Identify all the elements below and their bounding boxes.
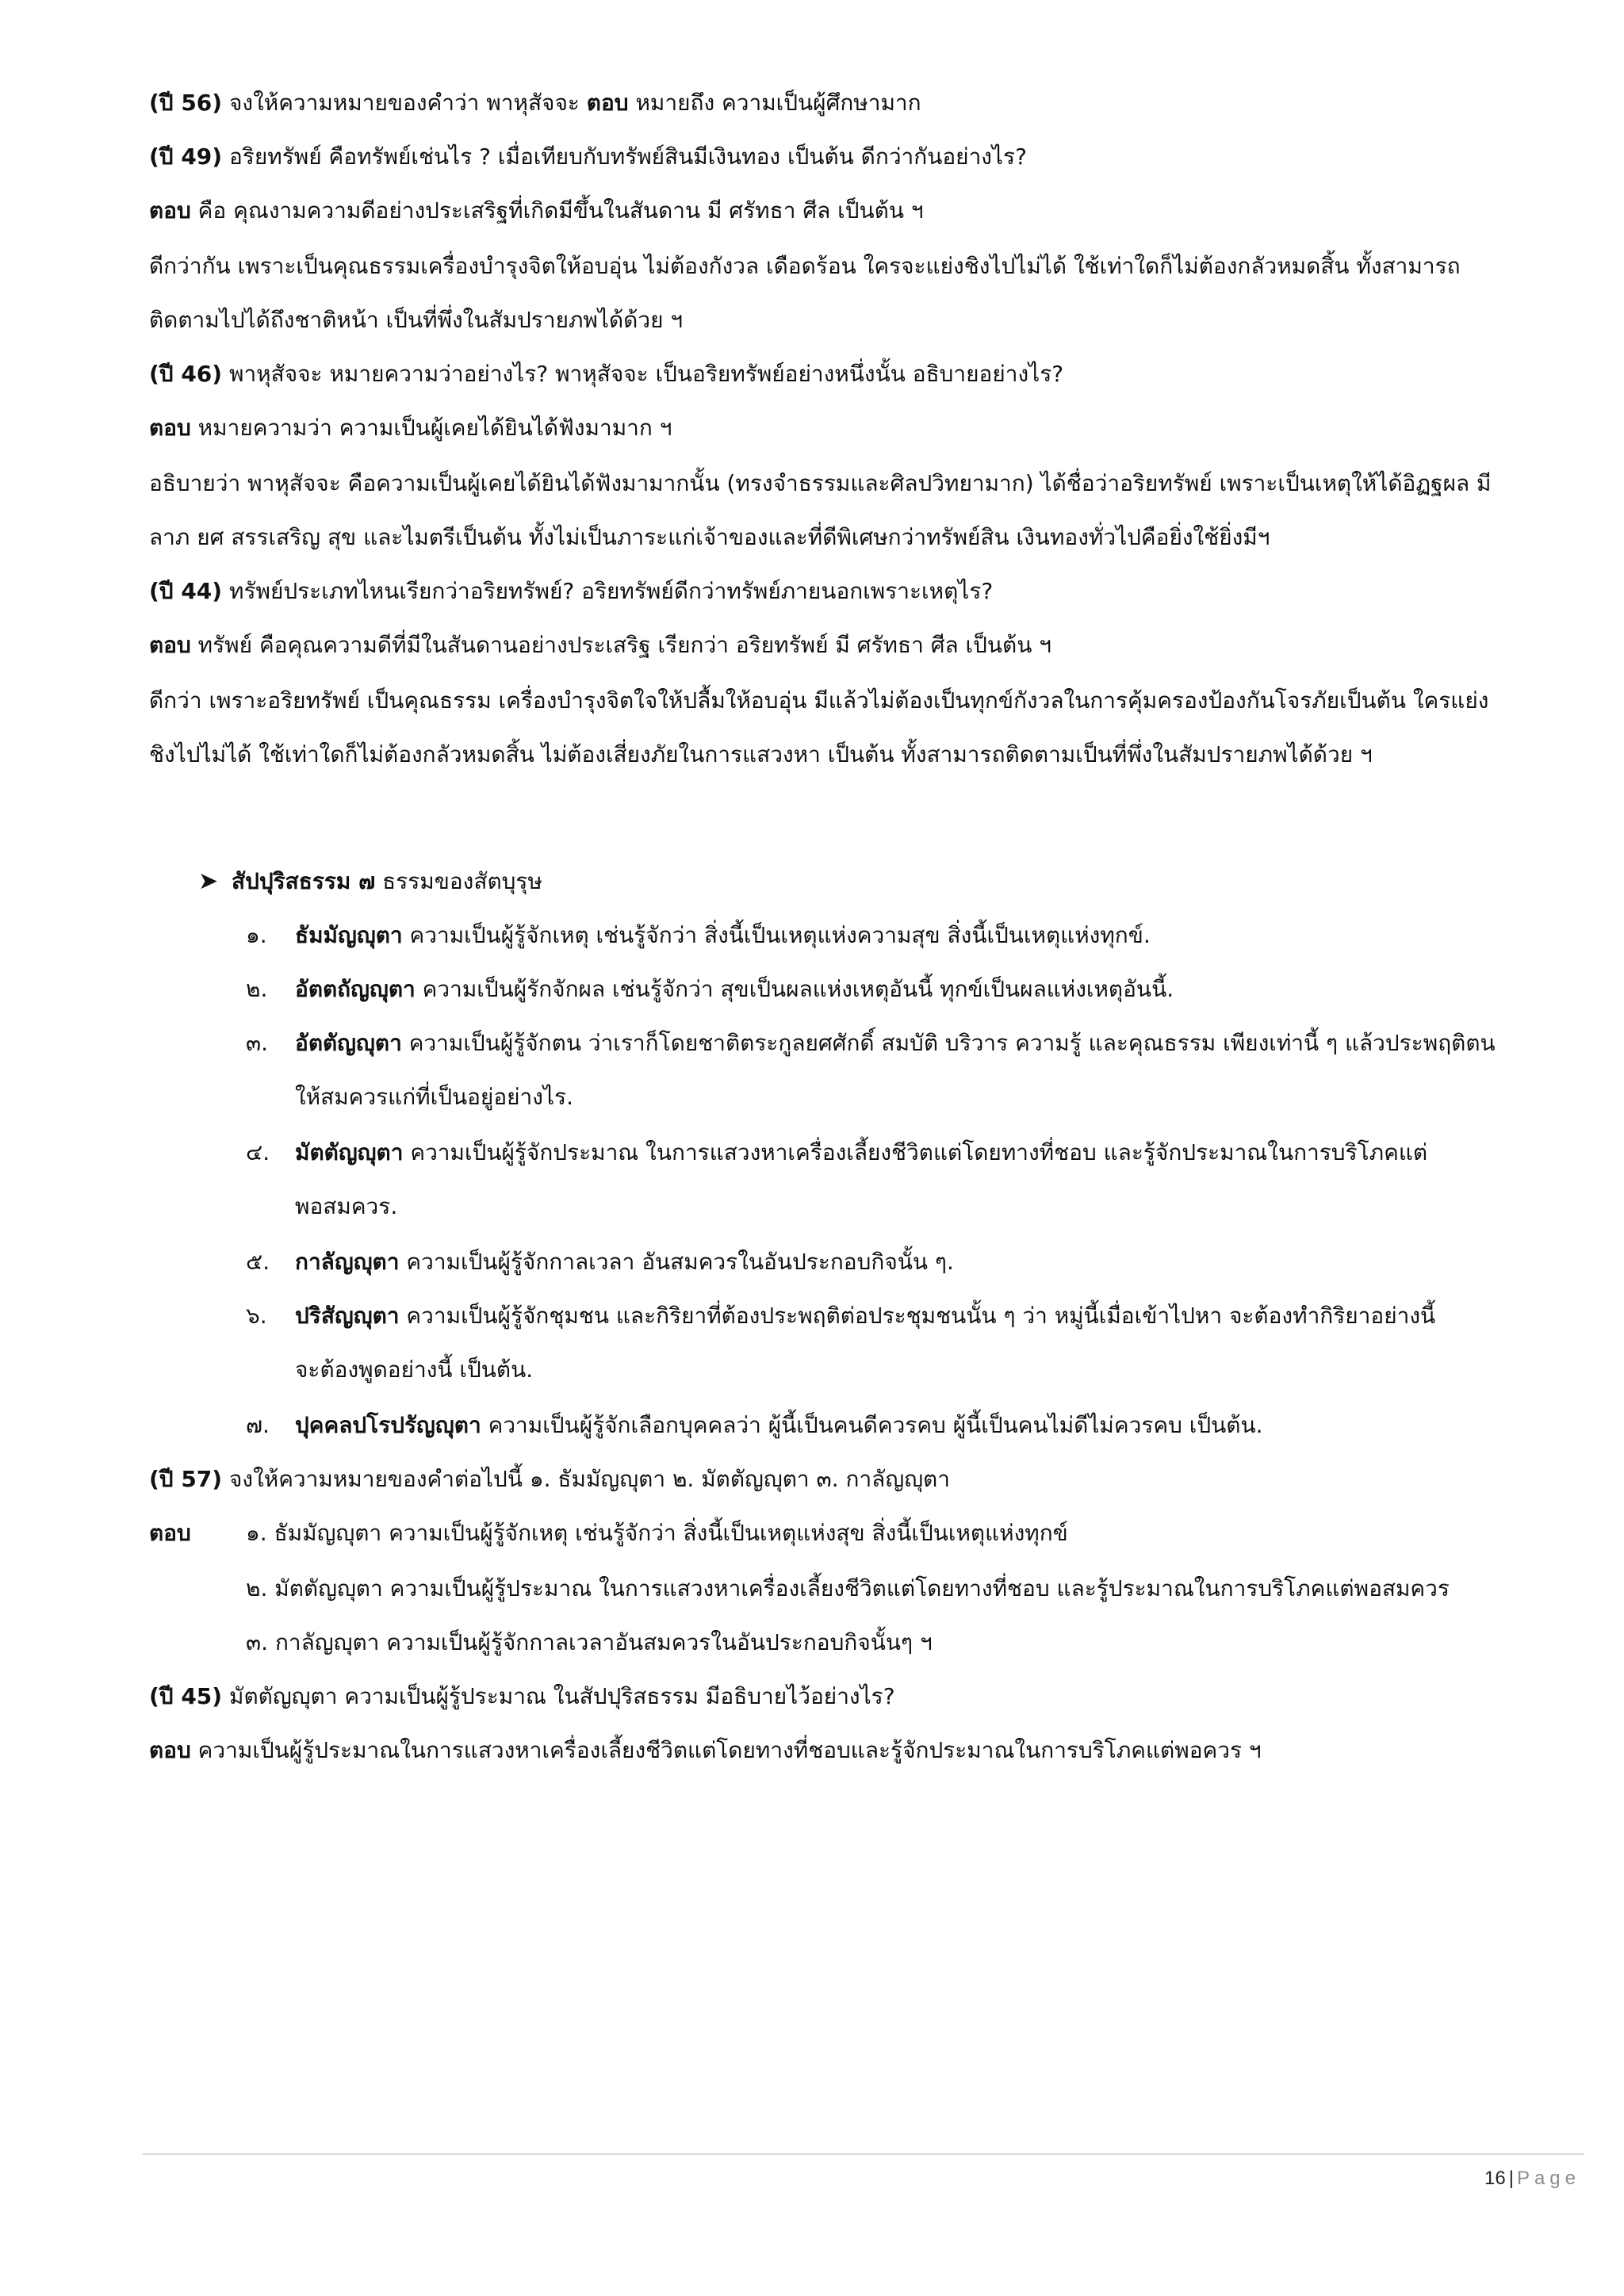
answer-text: ทรัพย์ คือคุณความดีที่มีในสันดานอย่างประเสริฐ เรียกว่า อริยทรัพย์ มี ศรัทธา ศีล เป็นต้น ฯ (190, 632, 1051, 658)
item-desc: ความเป็นผู้รู้จักประมาณ ในการแสวงหาเครื่องเลี้ยงชีวิตแต่โดยทางที่ชอบ และรู้จักประมาณในการบริโภคแต่ (403, 1139, 1428, 1165)
footer-divider (143, 2153, 1584, 2155)
item-term: ปุคคลปโรปรัญญุตา (295, 1412, 481, 1438)
question-year: (ปี 57) (149, 1466, 223, 1492)
item-desc: ความเป็นผู้รู้จักเลือกบุคคลว่า ผู้นี้เป็นคนดีควรคบ ผู้นี้เป็นคนไม่ดีไม่ควรคบ เป็นต้น. (481, 1412, 1263, 1438)
answer-label: ตอบ (586, 90, 629, 116)
item-continuation: พอสมควร. (295, 1193, 398, 1219)
question-text: อริยทรัพย์ คือทรัพย์เช่นไร ? เมื่อเทียบกับทรัพย์สินมีเงินทอง เป็นต้น ดีกว่ากันอย่างไร? (222, 144, 1027, 170)
question-45 (149, 1681, 1592, 1712)
item-number: ๑. (246, 922, 267, 948)
item-desc: ความเป็นผู้รู้จักตน ว่าเราก็โดยชาติตระกูลยศศักดิ์ สมบัติ บริวาร ความรู้ และคุณธรรม เพียงเท่านี้ ๆ แล้วประพฤติตน (401, 1030, 1496, 1056)
item-continuation: ให้สมควรแก่ที่เป็นอยู่อย่างไร. (295, 1084, 573, 1110)
question-57 (149, 1464, 1592, 1495)
question-year: (ปี 56) (149, 90, 223, 116)
footer-separator: | (1508, 2168, 1514, 2189)
answer-text: หมายถึง ความเป็นผู้ศึกษามาก (628, 90, 921, 116)
page-footer (1484, 2168, 1580, 2190)
heading-bold: สัปปุริสธรรม ๗ (232, 868, 376, 894)
item-number: ๔. (246, 1139, 270, 1165)
item-desc: ความเป็นผู้รู้จักชุมชน และกิริยาที่ต้องประพฤติต่อประชุมชนนั้น ๆ ว่า หมู่นี้เมื่อเข้าไปหา จะต้องทำกิริยาอย่างนี้ (399, 1303, 1436, 1329)
item-number: ๒. (246, 976, 268, 1002)
question-49 (149, 141, 1592, 173)
answer-label: ตอบ (149, 632, 191, 658)
answer-46 (149, 412, 1592, 444)
question-text: มัตตัญญุตา ความเป็นผู้รู้ประมาณ ในสัปปุริสธรรม มีอธิบายไว้อย่างไร? (222, 1683, 895, 1709)
item-number: ๓. (246, 1030, 269, 1056)
answer-57-item-1: ๑. ธัมมัญญุตา ความเป็นผู้รู้จักเหตุ เช่นรู้จักว่า สิ่งนี้เป็นเหตุแห่งสุข สิ่งนี้เป็นเหตุแห่งทุกข์ (246, 1520, 1068, 1546)
answer-57-item-2: ๒. มัตตัญญุตา ความเป็นผู้รู้ประมาณ ในการแสวงหาเครื่องเลี้ยงชีวิตแต่โดยทางที่ชอบ และรู้ประมาณในการบริโภคแต่พอสมควร (246, 1575, 1450, 1601)
page-word: Page (1516, 2168, 1580, 2189)
question-text: ทรัพย์ประเภทไหนเรียกว่าอริยทรัพย์? อริยทรัพย์ดีกว่าทรัพย์ภายนอกเพราะเหตุไร? (222, 578, 994, 604)
item-desc: ความเป็นผู้รู้จักเหตุ เช่นรู้จักว่า สิ่งนี้เป็นเหตุแห่งความสุข สิ่งนี้เป็นเหตุแห่งทุกข์. (402, 922, 1151, 948)
answer-label: ตอบ (149, 1737, 191, 1763)
list-item (295, 974, 1174, 1005)
answer-text: หมายความว่า ความเป็นผู้เคยได้ยินได้ฟังมามาก ฯ (190, 415, 672, 441)
item-term: กาลัญญุตา (295, 1249, 400, 1275)
answer-46-line-3: ลาภ ยศ สรรเสริญ สุข และไมตรีเป็นต้น ทั้งไม่เป็นภาระแก่เจ้าของและที่ดีพิเศษกว่าทรัพย์สิน เงินทองทั่วไปคือยิ่งใช้ยิ่งมีฯ (149, 524, 1270, 550)
item-term: มัตตัญญุตา (295, 1139, 404, 1165)
question-text: พาหุสัจจะ หมายความว่าอย่างไร? พาหุสัจจะ เป็นอริยทรัพย์อย่างหนึ่งนั้น อธิบายอย่างไร? (222, 361, 1064, 387)
list-item (295, 920, 1151, 951)
item-desc: ความเป็นผู้รู้จักกาลเวลา อันสมควรในอันประกอบกิจนั้น ๆ. (399, 1249, 954, 1275)
answer-49 (149, 195, 1592, 227)
question-56 (149, 87, 1592, 119)
question-text: จงให้ความหมายของคำต่อไปนี้ ๑. ธัมมัญญุตา ๒. มัตตัญญุตา ๓. กาลัญญุตา (222, 1466, 950, 1492)
heading-rest: ธรรมของสัตบุรุษ (375, 868, 542, 894)
list-item (295, 1027, 1496, 1059)
answer-text: ความเป็นผู้รู้ประมาณในการแสวงหาเครื่องเลี้ยงชีวิตแต่โดยทางที่ชอบและรู้จักประมาณในการบริโภคแต่พอควร ฯ (190, 1737, 1262, 1763)
list-item (295, 1137, 1427, 1169)
answer-label: ตอบ (149, 415, 191, 441)
item-term: อัตตถัญญุตา (295, 976, 416, 1002)
question-text: จงให้ความหมายของคำว่า พาหุสัจจะ (222, 90, 587, 116)
arrow-bullet-icon: ➤ (198, 867, 219, 895)
answer-text: คือ คุณงามความดีอย่างประเสริฐที่เกิดมีขึ้นในสันดาน มี ศรัทธา ศีล เป็นต้น ฯ (190, 197, 924, 224)
item-term: ธัมมัญญุตา (295, 922, 403, 948)
answer-49-line-2: ดีกว่ากัน เพราะเป็นคุณธรรมเครื่องบำรุงจิตให้อบอุ่น ไม่ต้องกังวล เดือดร้อน ใครจะแย่งชิงไปไม่ได้ ใช้เท่าใดก็ไม่ต้องกลัวหมดสิ้น ทั้งสามารถ (149, 253, 1461, 279)
list-item (295, 1300, 1435, 1332)
answer-44-line-2: ดีกว่า เพราะอริยทรัพย์ เป็นคุณธรรม เครื่องบำรุงจิตใจให้ปลื้มให้อบอุ่น มีแล้วไม่ต้องเป็นทุกข์กังวลในการคุ้มครองป้องกันโจรภัยเป็นต้น ใครแย่ง (149, 687, 1489, 714)
item-number: ๕. (246, 1249, 270, 1275)
answer-45 (149, 1735, 1592, 1766)
answer-label: ตอบ (149, 197, 191, 224)
item-term: ปริสัญญุตา (295, 1303, 400, 1329)
list-item (295, 1410, 1263, 1441)
question-year: (ปี 49) (149, 144, 223, 170)
answer-label: ตอบ (149, 1520, 191, 1546)
answer-46-line-2: อธิบายว่า พาหุสัจจะ คือความเป็นผู้เคยได้ยินได้ฟังมามากนั้น (ทรงจำธรรมและศิลปวิทยามาก) ได้ชื่อว่าอริยทรัพย์ เพราะเป็นเหตุให้ได้อิฏฐผล มี (149, 470, 1492, 496)
answer-57-item-3: ๓. กาลัญญุตา ความเป็นผู้รู้จักกาลเวลาอันสมควรในอันประกอบกิจนั้นๆ ฯ (246, 1629, 933, 1655)
sappurisa-heading (198, 866, 1592, 897)
question-year: (ปี 44) (149, 578, 223, 604)
page-number: 16 (1484, 2168, 1506, 2189)
list-item (295, 1246, 954, 1278)
item-term: อัตตัญญุตา (295, 1030, 402, 1056)
question-year: (ปี 46) (149, 361, 223, 387)
answer-44 (149, 629, 1592, 661)
question-year: (ปี 45) (149, 1683, 223, 1709)
answer-49-line-3: ติดตามไปได้ถึงชาติหน้า เป็นที่พึ่งในสัมปรายภพได้ด้วย ฯ (149, 307, 684, 333)
item-number: ๖. (246, 1303, 267, 1329)
item-number: ๗. (246, 1412, 270, 1438)
answer-44-line-3: ชิงไปไม่ได้ ใช้เท่าใดก็ไม่ต้องกลัวหมดสิ้น ไม่ต้องเสี่ยงภัยในการแสวงหา เป็นต้น ทั้งสามารถติดตามเป็นที่พึ่งในสัมปรายภพได้ด้วย ฯ (149, 741, 1373, 767)
item-continuation: จะต้องพูดอย่างนี้ เป็นต้น. (295, 1357, 534, 1383)
question-44 (149, 576, 1592, 607)
item-desc: ความเป็นผู้รักจักผล เช่นรู้จักว่า สุขเป็นผลแห่งเหตุอันนี้ ทุกข์เป็นผลแห่งเหตุอันนี้. (415, 976, 1174, 1002)
question-46 (149, 358, 1592, 390)
